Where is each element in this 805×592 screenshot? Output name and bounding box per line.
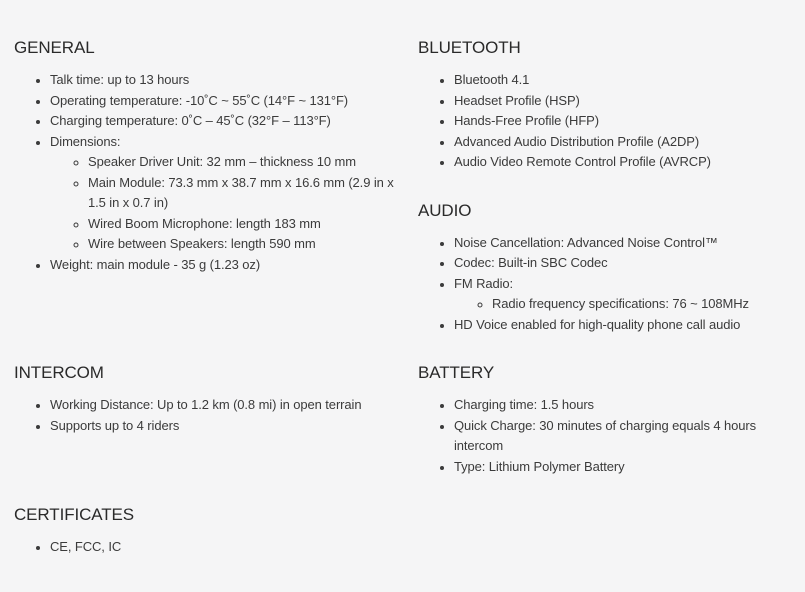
spec-item: • Advanced Audio Distribution Profile (A2DP)	[454, 132, 791, 153]
spec-item: • HD Voice enabled for high-quality phone call audio	[454, 315, 791, 336]
spec-item: • Audio Video Remote Control Profile (AVRCP)	[454, 152, 791, 173]
spec-item	[50, 132, 404, 255]
spec-item: • Hands-Free Profile (HFP)	[454, 111, 791, 132]
spec-item: • Headset Profile (HSP)	[454, 91, 791, 112]
spec-list	[14, 537, 404, 558]
section-intercom-title: INTERCOM	[14, 363, 104, 382]
section-certificates	[14, 503, 404, 558]
sub-spec-list	[454, 294, 791, 315]
spec-list	[418, 395, 791, 477]
section-general-title: GENERAL	[14, 38, 95, 57]
spec-list	[418, 70, 791, 173]
spec-item: • Working Distance: Up to 1.2 km (0.8 mi) in open terrain	[50, 395, 404, 416]
sub-spec-item: ◦ Wire between Speakers: length 590 mm	[88, 234, 404, 255]
section-battery	[418, 361, 791, 477]
spec-list	[418, 233, 791, 336]
spec-item: • Noise Cancellation: Advanced Noise Control™	[454, 233, 791, 254]
section-battery-title: BATTERY	[418, 363, 495, 382]
section-intercom	[14, 361, 404, 477]
sub-spec-item: ◦ Speaker Driver Unit: 32 mm – thickness 10 mm	[88, 152, 404, 173]
section-general	[14, 36, 404, 335]
section-bluetooth-title: BLUETOOTH	[418, 38, 521, 57]
section-audio	[418, 199, 791, 336]
spec-item: • Charging temperature: 0˚C – 45˚C (32°F – 113°F)	[50, 111, 404, 132]
spec-item-label: Dimensions:	[50, 133, 121, 149]
spec-item-label: FM Radio:	[454, 275, 514, 291]
spec-item: • Talk time: up to 13 hours	[50, 70, 404, 91]
spec-list	[14, 70, 404, 275]
section-bluetooth	[418, 36, 791, 173]
spec-item: • Type: Lithium Polymer Battery	[454, 457, 791, 478]
sub-spec-item: ◦ Radio frequency specifications: 76 ~ 108MHz	[492, 294, 791, 315]
section-certificates-title: CERTIFICATES	[14, 505, 135, 524]
section-audio-title: AUDIO	[418, 200, 472, 220]
spec-item: • Quick Charge: 30 minutes of charging equals 4 hours intercom	[454, 416, 791, 457]
sub-spec-item: ◦ Wired Boom Microphone: length 183 mm	[88, 214, 404, 235]
spec-item: • Codec: Built-in SBC Codec	[454, 253, 791, 274]
sub-spec-list	[50, 152, 404, 255]
right-column-top	[418, 36, 791, 361]
spec-item: • Operating temperature: -10˚C ~ 55˚C (14°F ~ 131°F)	[50, 91, 404, 112]
spec-item	[454, 274, 791, 315]
spec-item: • CE, FCC, IC	[50, 537, 404, 558]
spec-item: • Weight: main module - 35 g (1.23 oz)	[50, 255, 404, 276]
spec-item: • Bluetooth 4.1	[454, 70, 791, 91]
spec-item: • Charging time: 1.5 hours	[454, 395, 791, 416]
sub-spec-item: ◦ Main Module: 73.3 mm x 38.7 mm x 16.6 mm (2.9 in x 1.5 in x 0.7 in)	[88, 173, 404, 214]
spec-list	[14, 395, 404, 436]
spec-item: • Supports up to 4 riders	[50, 416, 404, 437]
